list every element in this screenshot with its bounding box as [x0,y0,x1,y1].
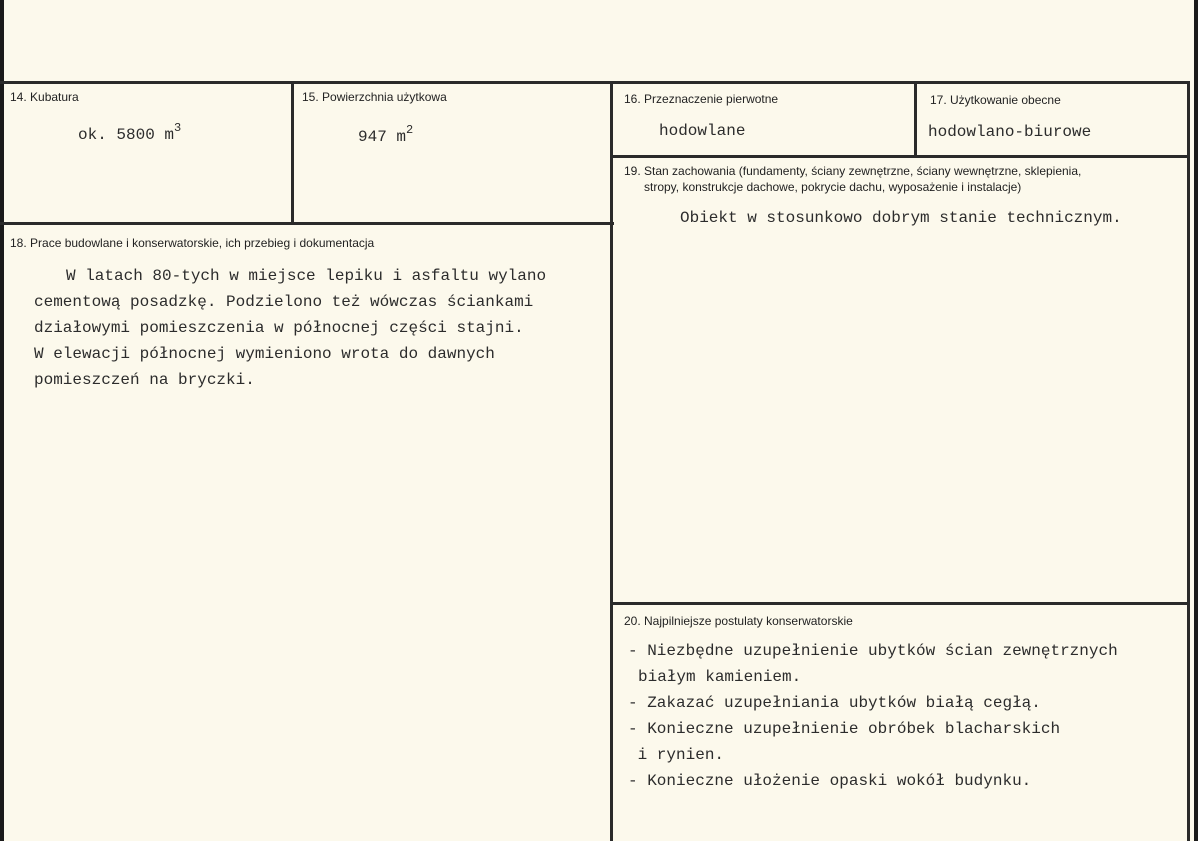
field-20-label: 20. Najpilniejsze postulaty konserwatorskie [624,614,853,628]
field-19-value: Obiekt w stosunkowo dobrym stanie technicznym. [680,209,1122,227]
field-17-value: hodowlano-biurowe [928,123,1092,141]
field-20-line: - Zakazać uzupełniania ubytków białą cegłą. [628,694,1041,712]
field-17-label: 17. Użytkowanie obecne [930,93,1061,107]
right-divider [1187,81,1190,841]
field-18-line: W latach 80-tych w miejsce lepiku i asfaltu wylano [66,267,547,285]
field-20-line: - Konieczne uzupełnienie obróbek blacharskich [628,720,1061,738]
field-15-unit-exponent: 2 [406,123,414,137]
right-scan-edge [1194,0,1198,841]
field-14-unit-exponent: 3 [174,121,182,135]
field-18-line: działowymi pomieszczenia w północnej części stajni. [34,319,524,337]
field-20-line: - Niezbędne uzupełnienie ubytków ścian zewnętrznych [628,642,1118,660]
field-16-value: hodowlane [659,122,746,140]
field-18-line: cementową posadzkę. Podzielono też wówczas ściankami [34,293,534,311]
field-20-line: białym kamieniem. [638,668,802,686]
field-20-line: i rynien. [628,746,725,764]
divider-16-17 [914,81,917,157]
field-19-label-line1: 19. Stan zachowania (fundamenty, ściany zewnętrzne, ściany wewnętrzne, sklepienia, [624,164,1082,178]
field-20-line: - Konieczne ułożenie opaski wokół budynku. [628,772,1032,790]
field-18-line: W elewacji północnej wymieniono wrota do dawnych [34,345,495,363]
field-18-line: pomieszczeń na bryczki. [34,371,255,389]
field-19-label-line2: stropy, konstrukcje dachowe, pokrycie dachu, wyposażenie i instalacje) [644,180,1022,194]
center-divider [610,81,613,841]
field-16-label: 16. Przeznaczenie pierwotne [624,92,779,106]
divider-14-15 [291,81,294,224]
rule-under-16-17 [612,155,1190,158]
field-14-value: ok. 5800 $m^3$ [78,121,182,144]
field-20-text [628,638,1118,794]
field-18-label: 18. Prace budowlane i konserwatorskie, ich przebieg i dokumentacja [10,236,375,250]
top-rule [0,81,1190,84]
field-14-label: 14. Kubatura [10,90,79,104]
field-15-value: 947 $m^2$ [358,123,414,146]
left-scan-edge [0,0,4,841]
rule-above-20 [612,602,1190,605]
rule-under-14-15 [0,222,614,225]
field-15-label: 15. Powierzchnia użytkowa [302,90,447,104]
field-18-text [34,263,546,393]
